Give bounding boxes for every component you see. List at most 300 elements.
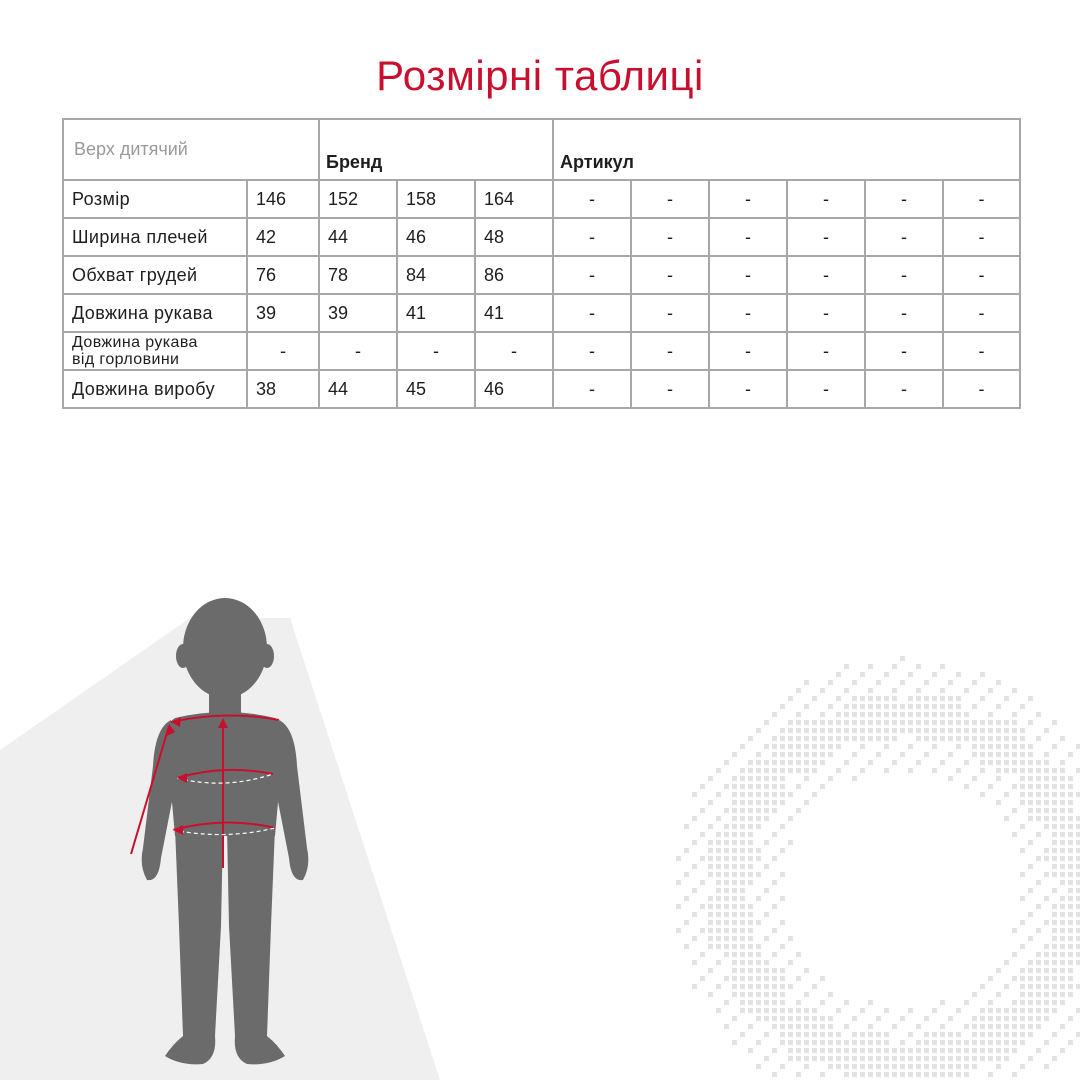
pattern-dot bbox=[692, 816, 697, 821]
pattern-dot bbox=[948, 1048, 953, 1053]
pattern-dot bbox=[988, 1000, 993, 1005]
pattern-dot bbox=[1060, 904, 1065, 909]
pattern-dot bbox=[1068, 928, 1073, 933]
pattern-dot bbox=[852, 752, 857, 757]
pattern-dot bbox=[1028, 976, 1033, 981]
pattern-dot bbox=[924, 1016, 929, 1021]
pattern-dot bbox=[788, 1008, 793, 1013]
pattern-dot bbox=[876, 1016, 881, 1021]
pattern-dot bbox=[1020, 1064, 1025, 1069]
pattern-dot bbox=[684, 920, 689, 925]
table-cell: 48 bbox=[475, 218, 553, 256]
pattern-dot bbox=[1012, 1048, 1017, 1053]
table-cell: - bbox=[787, 256, 865, 294]
pattern-dot bbox=[1020, 704, 1025, 709]
pattern-dot bbox=[740, 936, 745, 941]
pattern-dot bbox=[916, 760, 921, 765]
pattern-dot bbox=[756, 992, 761, 997]
pattern-dot bbox=[884, 728, 889, 733]
pattern-dot bbox=[708, 848, 713, 853]
table-cell: 39 bbox=[319, 294, 397, 332]
pattern-dot bbox=[732, 928, 737, 933]
pattern-dot bbox=[948, 696, 953, 701]
pattern-dot bbox=[1060, 880, 1065, 885]
pattern-dot bbox=[780, 824, 785, 829]
pattern-dot bbox=[716, 912, 721, 917]
pattern-dot bbox=[716, 816, 721, 821]
table-cell: - bbox=[709, 180, 787, 218]
pattern-dot bbox=[700, 928, 705, 933]
pattern-dot bbox=[780, 1000, 785, 1005]
pattern-dot bbox=[804, 1056, 809, 1061]
pattern-dot bbox=[740, 872, 745, 877]
pattern-dot bbox=[1068, 960, 1073, 965]
pattern-dot bbox=[940, 736, 945, 741]
pattern-dot bbox=[916, 736, 921, 741]
pattern-dot bbox=[764, 1016, 769, 1021]
pattern-dot bbox=[940, 720, 945, 725]
pattern-dot bbox=[988, 728, 993, 733]
pattern-dot bbox=[1076, 848, 1080, 853]
pattern-dot bbox=[1028, 888, 1033, 893]
pattern-dot bbox=[844, 1064, 849, 1069]
pattern-dot bbox=[692, 912, 697, 917]
pattern-dot bbox=[1028, 784, 1033, 789]
pattern-dot bbox=[772, 800, 777, 805]
pattern-dot bbox=[796, 1032, 801, 1037]
pattern-dot bbox=[732, 992, 737, 997]
table-cell: 76 bbox=[247, 256, 319, 294]
pattern-dot bbox=[876, 1072, 881, 1077]
pattern-dot bbox=[940, 728, 945, 733]
row-label-line2: від горловини bbox=[72, 351, 180, 368]
pattern-dot bbox=[812, 752, 817, 757]
pattern-dot bbox=[876, 728, 881, 733]
table-cell: 146 bbox=[247, 180, 319, 218]
pattern-dot bbox=[940, 704, 945, 709]
pattern-dot bbox=[1036, 1008, 1041, 1013]
pattern-dot bbox=[948, 752, 953, 757]
pattern-dot bbox=[1044, 760, 1049, 765]
pattern-dot bbox=[724, 904, 729, 909]
pattern-dot bbox=[860, 1056, 865, 1061]
pattern-dot bbox=[1076, 856, 1080, 861]
pattern-dot bbox=[764, 864, 769, 869]
pattern-dot bbox=[772, 760, 777, 765]
pattern-dot bbox=[1036, 856, 1041, 861]
pattern-dot bbox=[724, 808, 729, 813]
pattern-dot bbox=[868, 712, 873, 717]
pattern-dot bbox=[732, 832, 737, 837]
pattern-dot bbox=[748, 968, 753, 973]
pattern-dot bbox=[732, 752, 737, 757]
pattern-dot bbox=[820, 1056, 825, 1061]
pattern-dot bbox=[1076, 880, 1080, 885]
pattern-dot bbox=[908, 1064, 913, 1069]
pattern-dot bbox=[836, 744, 841, 749]
pattern-dot bbox=[1020, 984, 1025, 989]
pattern-dot bbox=[844, 1040, 849, 1045]
pattern-dot bbox=[884, 744, 889, 749]
pattern-dot bbox=[932, 704, 937, 709]
table-cell: 42 bbox=[247, 218, 319, 256]
pattern-dot bbox=[908, 672, 913, 677]
pattern-dot bbox=[788, 984, 793, 989]
pattern-dot bbox=[676, 928, 681, 933]
pattern-dot bbox=[764, 1000, 769, 1005]
pattern-dot bbox=[900, 680, 905, 685]
pattern-dot bbox=[988, 736, 993, 741]
pattern-dot bbox=[1052, 920, 1057, 925]
pattern-dot bbox=[820, 1048, 825, 1053]
row-label: Довжина виробу bbox=[63, 370, 247, 408]
pattern-dot bbox=[1052, 944, 1057, 949]
pattern-dot bbox=[1044, 984, 1049, 989]
pattern-dot bbox=[916, 688, 921, 693]
pattern-dot bbox=[996, 736, 1001, 741]
row-label: Ширина плечей bbox=[63, 218, 247, 256]
pattern-dot bbox=[1036, 800, 1041, 805]
pattern-dot bbox=[1052, 1056, 1057, 1061]
pattern-dot bbox=[852, 696, 857, 701]
pattern-dot bbox=[740, 824, 745, 829]
pattern-dot bbox=[828, 1032, 833, 1037]
pattern-dot bbox=[1004, 816, 1009, 821]
pattern-dot bbox=[860, 712, 865, 717]
pattern-dot bbox=[892, 760, 897, 765]
pattern-dot bbox=[932, 1072, 937, 1077]
pattern-dot bbox=[1052, 720, 1057, 725]
pattern-dot bbox=[1028, 1024, 1033, 1029]
table-cell: - bbox=[865, 256, 943, 294]
pattern-dot bbox=[940, 760, 945, 765]
pattern-dot bbox=[988, 1008, 993, 1013]
pattern-dot bbox=[844, 1000, 849, 1005]
pattern-dot bbox=[1068, 984, 1073, 989]
pattern-dot bbox=[748, 768, 753, 773]
pattern-dot bbox=[988, 760, 993, 765]
pattern-dot bbox=[1028, 816, 1033, 821]
pattern-dot bbox=[1020, 976, 1025, 981]
pattern-dot bbox=[1012, 1032, 1017, 1037]
pattern-dot bbox=[788, 936, 793, 941]
embroidery-pattern bbox=[660, 656, 1080, 1080]
pattern-dot bbox=[988, 784, 993, 789]
pattern-dot bbox=[1044, 824, 1049, 829]
pattern-dot bbox=[892, 688, 897, 693]
pattern-dot bbox=[700, 952, 705, 957]
pattern-dot bbox=[804, 1024, 809, 1029]
pattern-dot bbox=[948, 680, 953, 685]
pattern-dot bbox=[756, 728, 761, 733]
table-cell: - bbox=[553, 218, 631, 256]
pattern-dot bbox=[796, 768, 801, 773]
pattern-dot bbox=[748, 792, 753, 797]
pattern-dot bbox=[1036, 784, 1041, 789]
pattern-dot bbox=[908, 720, 913, 725]
pattern-dot bbox=[908, 1072, 913, 1077]
pattern-dot bbox=[932, 736, 937, 741]
pattern-dot bbox=[980, 984, 985, 989]
pattern-dot bbox=[1052, 840, 1057, 845]
pattern-dot bbox=[956, 736, 961, 741]
pattern-dot bbox=[1044, 976, 1049, 981]
pattern-dot bbox=[1068, 776, 1073, 781]
pattern-dot bbox=[972, 736, 977, 741]
pattern-dot bbox=[724, 928, 729, 933]
pattern-dot bbox=[796, 1008, 801, 1013]
pattern-dot bbox=[972, 704, 977, 709]
pattern-dot bbox=[860, 768, 865, 773]
pattern-dot bbox=[940, 1064, 945, 1069]
pattern-dot bbox=[900, 1072, 905, 1077]
pattern-dot bbox=[1068, 888, 1073, 893]
pattern-dot bbox=[932, 1056, 937, 1061]
pattern-dot bbox=[964, 1056, 969, 1061]
pattern-dot bbox=[780, 968, 785, 973]
pattern-dot bbox=[820, 720, 825, 725]
table-cell: - bbox=[553, 256, 631, 294]
pattern-dot bbox=[828, 1016, 833, 1021]
row-label-line1: Довжина рукава bbox=[72, 334, 198, 351]
pattern-dot bbox=[956, 728, 961, 733]
pattern-dot bbox=[868, 688, 873, 693]
pattern-dot bbox=[932, 720, 937, 725]
pattern-dot bbox=[980, 760, 985, 765]
table-row bbox=[63, 256, 1020, 294]
pattern-dot bbox=[844, 1048, 849, 1053]
pattern-dot bbox=[1060, 736, 1065, 741]
pattern-dot bbox=[1004, 960, 1009, 965]
pattern-dot bbox=[724, 824, 729, 829]
pattern-dot bbox=[996, 1016, 1001, 1021]
pattern-dot bbox=[1044, 968, 1049, 973]
pattern-dot bbox=[716, 864, 721, 869]
pattern-dot bbox=[1028, 808, 1033, 813]
pattern-dot bbox=[1052, 848, 1057, 853]
table-cell: - bbox=[397, 332, 475, 370]
pattern-dot bbox=[724, 976, 729, 981]
pattern-dot bbox=[780, 800, 785, 805]
pattern-dot bbox=[876, 712, 881, 717]
pattern-dot bbox=[700, 856, 705, 861]
pattern-dot bbox=[716, 904, 721, 909]
row-label: Обхват грудей bbox=[63, 256, 247, 294]
pattern-dot bbox=[1052, 992, 1057, 997]
pattern-dot bbox=[972, 680, 977, 685]
pattern-dot bbox=[932, 768, 937, 773]
pattern-dot bbox=[788, 1016, 793, 1021]
row-label: Розмір bbox=[63, 180, 247, 218]
table-row bbox=[63, 180, 1020, 218]
pattern-dot bbox=[756, 952, 761, 957]
pattern-dot bbox=[820, 760, 825, 765]
pattern-dot bbox=[868, 664, 873, 669]
pattern-dot bbox=[764, 968, 769, 973]
pattern-dot bbox=[956, 1008, 961, 1013]
pattern-dot bbox=[748, 736, 753, 741]
pattern-dot bbox=[868, 720, 873, 725]
pattern-dot bbox=[916, 712, 921, 717]
pattern-dot bbox=[988, 976, 993, 981]
pattern-dot bbox=[732, 968, 737, 973]
pattern-dot bbox=[996, 720, 1001, 725]
table-cell: - bbox=[787, 370, 865, 408]
pattern-dot bbox=[764, 816, 769, 821]
pattern-dot bbox=[836, 1032, 841, 1037]
pattern-dot bbox=[780, 848, 785, 853]
table-cell: 164 bbox=[475, 180, 553, 218]
pattern-dot bbox=[812, 720, 817, 725]
pattern-dot bbox=[684, 824, 689, 829]
pattern-dot bbox=[996, 992, 1001, 997]
pattern-dot bbox=[756, 816, 761, 821]
pattern-dot bbox=[772, 768, 777, 773]
pattern-dot bbox=[1068, 832, 1073, 837]
pattern-dot bbox=[1076, 1008, 1080, 1013]
pattern-dot bbox=[1036, 1048, 1041, 1053]
table-cell: - bbox=[319, 332, 397, 370]
table-cell: - bbox=[787, 218, 865, 256]
pattern-dot bbox=[724, 872, 729, 877]
pattern-dot bbox=[844, 1024, 849, 1029]
pattern-dot bbox=[916, 1056, 921, 1061]
pattern-dot bbox=[964, 760, 969, 765]
pattern-dot bbox=[988, 1040, 993, 1045]
table-cell: - bbox=[865, 332, 943, 370]
table-cell: - bbox=[709, 370, 787, 408]
pattern-dot bbox=[908, 1056, 913, 1061]
pattern-dot bbox=[748, 800, 753, 805]
pattern-dot bbox=[788, 1024, 793, 1029]
pattern-dot bbox=[996, 1048, 1001, 1053]
row-label bbox=[63, 332, 247, 370]
pattern-dot bbox=[900, 1056, 905, 1061]
pattern-dot bbox=[756, 792, 761, 797]
table-cell: 45 bbox=[397, 370, 475, 408]
pattern-dot bbox=[996, 1008, 1001, 1013]
pattern-dot bbox=[1060, 976, 1065, 981]
pattern-dot bbox=[812, 1024, 817, 1029]
pattern-dot bbox=[724, 880, 729, 885]
pattern-dot bbox=[884, 672, 889, 677]
pattern-dot bbox=[1060, 928, 1065, 933]
pattern-dot bbox=[1060, 768, 1065, 773]
pattern-dot bbox=[764, 984, 769, 989]
pattern-dot bbox=[868, 1040, 873, 1045]
pattern-dot bbox=[924, 712, 929, 717]
pattern-dot bbox=[956, 696, 961, 701]
pattern-dot bbox=[804, 736, 809, 741]
pattern-dot bbox=[716, 840, 721, 845]
pattern-dot bbox=[796, 976, 801, 981]
pattern-dot bbox=[820, 976, 825, 981]
table-cell: 39 bbox=[247, 294, 319, 332]
table-cell: - bbox=[631, 180, 709, 218]
pattern-dot bbox=[876, 704, 881, 709]
pattern-dot bbox=[1020, 920, 1025, 925]
pattern-dot bbox=[740, 968, 745, 973]
pattern-dot bbox=[964, 784, 969, 789]
table-cell: 44 bbox=[319, 370, 397, 408]
pattern-dot bbox=[804, 680, 809, 685]
pattern-dot bbox=[924, 720, 929, 725]
pattern-dot bbox=[716, 960, 721, 965]
pattern-dot bbox=[1028, 1000, 1033, 1005]
pattern-dot bbox=[796, 736, 801, 741]
table-cell: - bbox=[787, 332, 865, 370]
pattern-dot bbox=[716, 832, 721, 837]
pattern-dot bbox=[788, 752, 793, 757]
pattern-dot bbox=[748, 824, 753, 829]
pattern-dot bbox=[940, 1040, 945, 1045]
pattern-dot bbox=[724, 864, 729, 869]
pattern-dot bbox=[692, 888, 697, 893]
pattern-dot bbox=[756, 752, 761, 757]
pattern-dot bbox=[1052, 768, 1057, 773]
pattern-dot bbox=[740, 928, 745, 933]
pattern-dot bbox=[916, 704, 921, 709]
table-cell: 41 bbox=[475, 294, 553, 332]
pattern-dot bbox=[948, 1056, 953, 1061]
pattern-dot bbox=[1052, 952, 1057, 957]
pattern-dot bbox=[876, 680, 881, 685]
pattern-dot bbox=[1028, 720, 1033, 725]
pattern-dot bbox=[1020, 944, 1025, 949]
pattern-dot bbox=[1060, 896, 1065, 901]
pattern-dot bbox=[972, 776, 977, 781]
pattern-dot bbox=[1012, 952, 1017, 957]
table-cell: - bbox=[943, 332, 1020, 370]
pattern-dot bbox=[868, 1024, 873, 1029]
pattern-dot bbox=[732, 888, 737, 893]
pattern-dot bbox=[844, 712, 849, 717]
pattern-dot bbox=[852, 1072, 857, 1077]
pattern-dot bbox=[1060, 960, 1065, 965]
pattern-dot bbox=[1004, 1040, 1009, 1045]
pattern-dot bbox=[804, 744, 809, 749]
pattern-dot bbox=[1036, 1024, 1041, 1029]
pattern-dot bbox=[1036, 816, 1041, 821]
pattern-dot bbox=[868, 1048, 873, 1053]
pattern-dot bbox=[748, 840, 753, 845]
pattern-dot bbox=[740, 944, 745, 949]
pattern-dot bbox=[732, 904, 737, 909]
pattern-dot bbox=[1020, 1016, 1025, 1021]
pattern-dot bbox=[1044, 992, 1049, 997]
pattern-dot bbox=[1068, 896, 1073, 901]
pattern-dot bbox=[684, 896, 689, 901]
article-label: Артикул bbox=[553, 119, 1020, 180]
pattern-dot bbox=[1028, 768, 1033, 773]
pattern-dot bbox=[780, 1064, 785, 1069]
pattern-dot bbox=[724, 1000, 729, 1005]
pattern-dot bbox=[756, 768, 761, 773]
pattern-dot bbox=[812, 744, 817, 749]
pattern-dot bbox=[700, 808, 705, 813]
pattern-dot bbox=[1036, 768, 1041, 773]
pattern-dot bbox=[948, 776, 953, 781]
pattern-dot bbox=[1060, 816, 1065, 821]
pattern-dot bbox=[964, 728, 969, 733]
pattern-dot bbox=[788, 1056, 793, 1061]
pattern-dot bbox=[828, 776, 833, 781]
pattern-dot bbox=[1052, 928, 1057, 933]
pattern-dot bbox=[868, 736, 873, 741]
pattern-dot bbox=[740, 984, 745, 989]
pattern-dot bbox=[780, 1008, 785, 1013]
pattern-dot bbox=[1060, 1024, 1065, 1029]
